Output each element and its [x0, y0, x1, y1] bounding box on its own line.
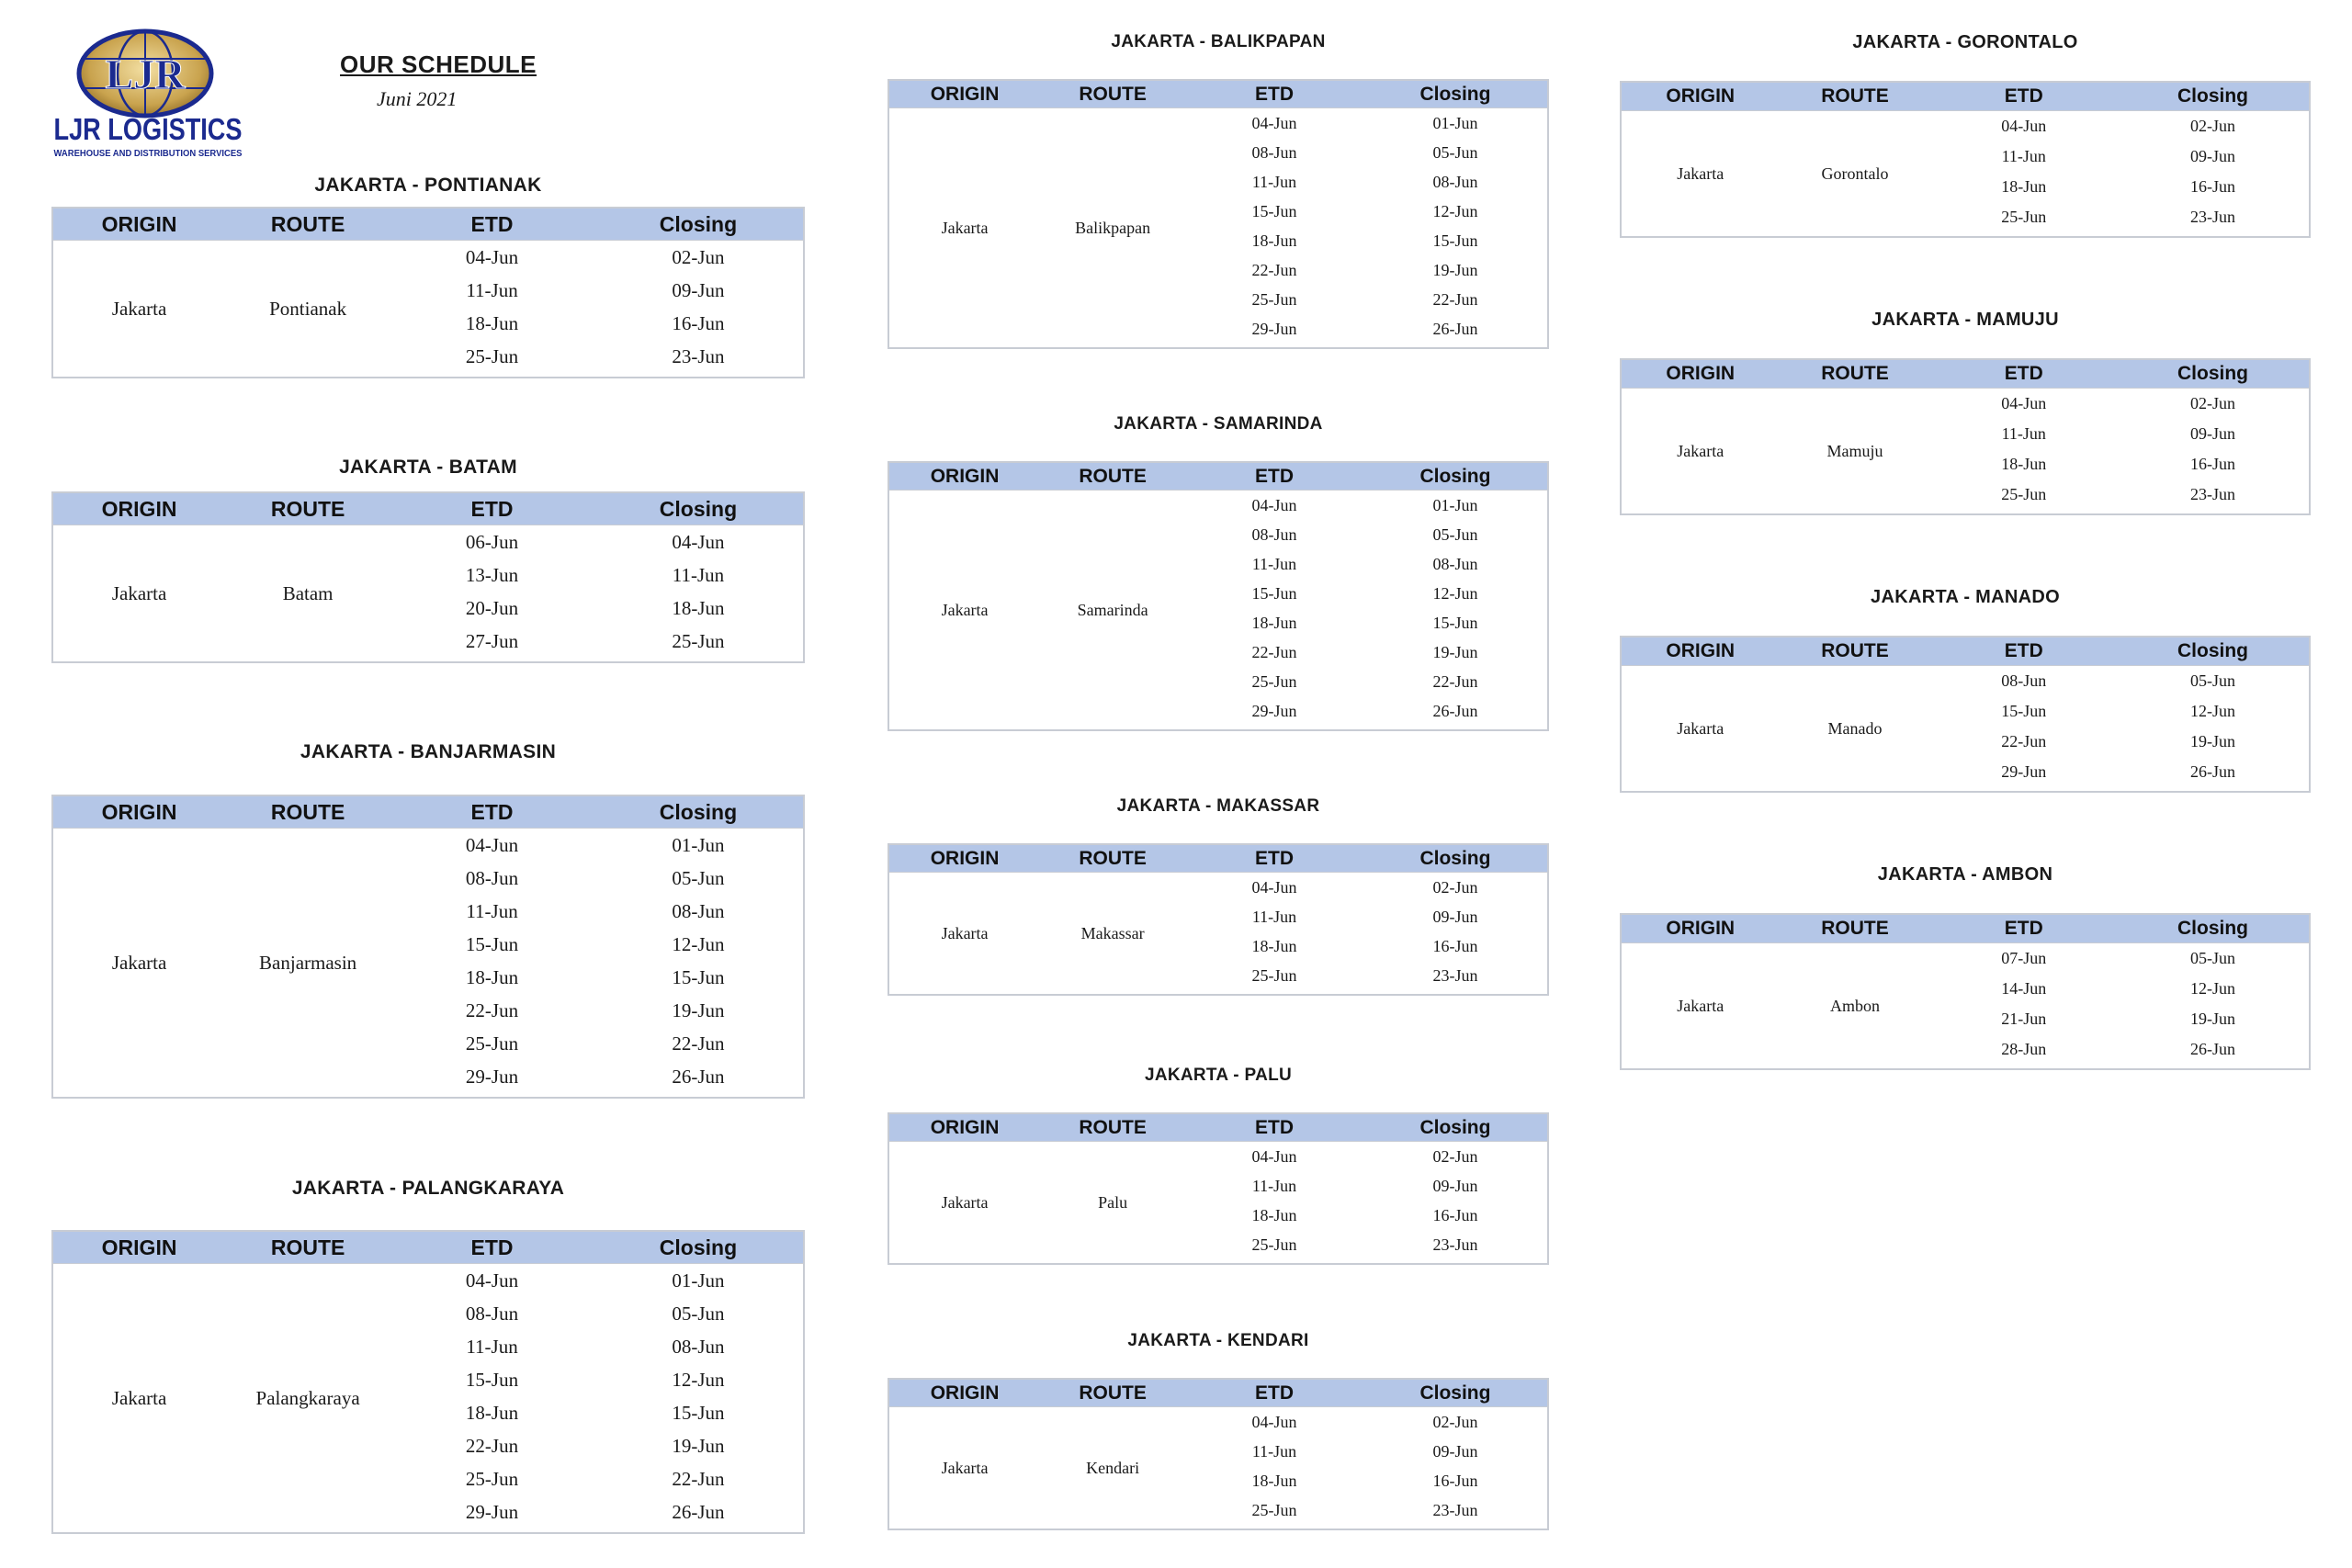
origin-cell: Jakarta	[111, 581, 167, 604]
etd-cell: 29-Jun	[465, 1065, 519, 1088]
etd-cell: 21-Jun	[2001, 1010, 2047, 1028]
column-header-closing: Closing	[1363, 1379, 1548, 1407]
table-row	[888, 1142, 1548, 1172]
etd-cell: 11-Jun	[466, 278, 518, 301]
closing-cell: 16-Jun	[1432, 936, 1478, 955]
schedule-title: JAKARTA - MAKASSAR	[1116, 796, 1320, 816]
closing-cell: 09-Jun	[1432, 1176, 1478, 1195]
etd-cell: 18-Jun	[1251, 1205, 1297, 1224]
etd-cell: 04-Jun	[1251, 1146, 1297, 1166]
closing-cell: 09-Jun	[1432, 1441, 1478, 1461]
table-row	[888, 491, 1548, 521]
column-header-etd: ETD	[1931, 82, 2118, 111]
origin-cell: Jakarta	[111, 297, 167, 320]
etd-cell: 29-Jun	[2001, 762, 2047, 781]
closing-cell: 08-Jun	[1432, 554, 1478, 573]
column-header-origin: ORIGIN	[888, 462, 1040, 491]
column-header-closing: Closing	[594, 492, 804, 525]
etd-cell: 04-Jun	[465, 245, 519, 268]
column-header-closing: Closing	[2117, 637, 2310, 666]
origin-cell: Jakarta	[1677, 164, 1724, 183]
etd-cell: 11-Jun	[1251, 172, 1297, 191]
etd-cell: 25-Jun	[1251, 1500, 1297, 1519]
closing-cell: 09-Jun	[2190, 424, 2235, 443]
closing-cell: 09-Jun	[672, 278, 725, 301]
etd-cell: 04-Jun	[465, 1269, 519, 1292]
etd-cell: 18-Jun	[2001, 455, 2047, 473]
etd-cell: 11-Jun	[466, 1335, 518, 1358]
etd-cell: 08-Jun	[2001, 671, 2047, 690]
etd-cell: 11-Jun	[1251, 1176, 1297, 1195]
closing-cell: 22-Jun	[672, 1467, 725, 1490]
route-cell: Mamuju	[1826, 441, 1883, 460]
schedule-table	[1620, 636, 2311, 793]
schedule-table	[888, 461, 1549, 731]
etd-cell: 25-Jun	[1251, 1235, 1297, 1254]
closing-cell: 26-Jun	[1432, 319, 1478, 338]
etd-cell: 29-Jun	[465, 1500, 519, 1523]
table-row	[52, 525, 804, 559]
closing-cell: 25-Jun	[672, 629, 725, 652]
table-row	[52, 1264, 804, 1298]
closing-cell: 12-Jun	[2190, 979, 2235, 998]
etd-cell: 18-Jun	[2001, 177, 2047, 196]
origin-cell: Jakarta	[111, 1386, 167, 1409]
column-header-closing: Closing	[1363, 1113, 1548, 1142]
column-header-route: ROUTE	[1040, 80, 1185, 108]
etd-cell: 20-Jun	[465, 596, 519, 619]
etd-cell: 11-Jun	[466, 899, 518, 922]
schedule-table	[888, 1112, 1549, 1265]
closing-cell: 09-Jun	[1432, 907, 1478, 926]
etd-cell: 18-Jun	[465, 1401, 519, 1424]
etd-cell: 22-Jun	[465, 998, 519, 1021]
closing-cell: 19-Jun	[2190, 732, 2235, 750]
table-row	[52, 829, 804, 863]
etd-cell: 15-Jun	[465, 932, 519, 955]
closing-cell: 23-Jun	[2190, 485, 2235, 503]
column-header-route: ROUTE	[1780, 82, 1931, 111]
etd-cell: 08-Jun	[465, 1302, 519, 1325]
etd-cell: 28-Jun	[2001, 1040, 2047, 1058]
route-cell: Pontianak	[269, 297, 347, 320]
closing-cell: 26-Jun	[672, 1500, 725, 1523]
closing-cell: 02-Jun	[2190, 394, 2235, 412]
etd-cell: 11-Jun	[2001, 424, 2046, 443]
etd-cell: 15-Jun	[465, 1368, 519, 1391]
etd-cell: 14-Jun	[2001, 979, 2047, 998]
etd-cell: 08-Jun	[465, 866, 519, 889]
column-header-etd: ETD	[1931, 359, 2118, 389]
closing-cell: 19-Jun	[672, 998, 725, 1021]
closing-cell: 02-Jun	[1432, 877, 1478, 897]
closing-cell: 11-Jun	[672, 563, 725, 586]
closing-cell: 01-Jun	[672, 833, 725, 856]
schedule-title: JAKARTA - BANJARMASIN	[300, 741, 557, 762]
origin-cell: Jakarta	[111, 951, 167, 974]
column-header-origin: ORIGIN	[1621, 637, 1780, 666]
origin-cell: Jakarta	[1677, 718, 1724, 738]
closing-cell: 26-Jun	[2190, 1040, 2235, 1058]
schedule-table	[1620, 358, 2311, 515]
schedule-title: JAKARTA - PONTIANAK	[314, 175, 542, 196]
table-row	[1621, 389, 2310, 420]
schedule-title: JAKARTA - GORONTALO	[1852, 32, 2078, 52]
origin-cell: Jakarta	[941, 1458, 989, 1477]
closing-cell: 23-Jun	[2190, 208, 2235, 226]
company-tagline: WAREHOUSE AND DISTRIBUTION SERVICES	[53, 149, 243, 159]
route-cell: Banjarmasin	[259, 951, 357, 974]
closing-cell: 04-Jun	[672, 530, 725, 553]
table-row	[1621, 666, 2310, 697]
closing-cell: 05-Jun	[2190, 671, 2235, 690]
column-header-etd: ETD	[1185, 1379, 1363, 1407]
column-header-closing: Closing	[2117, 359, 2310, 389]
company-name: LJR LOGISTICS	[53, 112, 243, 146]
etd-cell: 04-Jun	[1251, 495, 1297, 514]
etd-cell: 07-Jun	[2001, 949, 2047, 967]
schedule-table	[51, 207, 805, 378]
schedule-table	[1620, 913, 2311, 1070]
etd-cell: 18-Jun	[1251, 936, 1297, 955]
etd-cell: 11-Jun	[1251, 1441, 1297, 1461]
schedule-table	[51, 1230, 805, 1534]
column-header-route: ROUTE	[225, 795, 390, 829]
etd-cell: 18-Jun	[1251, 613, 1297, 632]
column-header-etd: ETD	[1931, 637, 2118, 666]
etd-cell: 25-Jun	[465, 344, 519, 367]
column-header-route: ROUTE	[1040, 1113, 1185, 1142]
page-title: OUR SCHEDULE	[340, 51, 537, 78]
etd-cell: 22-Jun	[1251, 642, 1297, 661]
schedule-title: JAKARTA - MANADO	[1871, 587, 2060, 607]
closing-cell: 26-Jun	[1432, 701, 1478, 720]
origin-cell: Jakarta	[941, 600, 989, 619]
route-cell: Samarinda	[1077, 600, 1148, 619]
column-header-closing: Closing	[1363, 844, 1548, 873]
etd-cell: 25-Jun	[2001, 485, 2047, 503]
schedule-title: JAKARTA - KENDARI	[1127, 1331, 1309, 1350]
etd-cell: 22-Jun	[1251, 260, 1297, 279]
closing-cell: 05-Jun	[672, 866, 725, 889]
column-header-route: ROUTE	[225, 208, 390, 241]
etd-cell: 22-Jun	[2001, 732, 2047, 750]
closing-cell: 15-Jun	[1432, 613, 1478, 632]
etd-cell: 18-Jun	[465, 311, 519, 334]
etd-cell: 08-Jun	[1251, 142, 1297, 162]
etd-cell: 18-Jun	[1251, 231, 1297, 250]
closing-cell: 26-Jun	[672, 1065, 725, 1088]
etd-cell: 25-Jun	[465, 1032, 519, 1055]
closing-cell: 23-Jun	[1432, 965, 1478, 985]
column-header-etd: ETD	[1185, 462, 1363, 491]
closing-cell: 01-Jun	[672, 1269, 725, 1292]
column-header-route: ROUTE	[1040, 462, 1185, 491]
closing-cell: 05-Jun	[1432, 142, 1478, 162]
schedule-table	[888, 843, 1549, 996]
schedule-table	[888, 79, 1549, 349]
table-row	[888, 873, 1548, 903]
schedule-title: JAKARTA - MAMUJU	[1871, 310, 2059, 330]
closing-cell: 22-Jun	[672, 1032, 725, 1055]
closing-cell: 02-Jun	[1432, 1412, 1478, 1431]
origin-cell: Jakarta	[1677, 996, 1724, 1015]
closing-cell: 02-Jun	[1432, 1146, 1478, 1166]
company-logo	[53, 28, 246, 165]
etd-cell: 25-Jun	[465, 1467, 519, 1490]
column-header-etd: ETD	[390, 492, 594, 525]
column-header-origin: ORIGIN	[888, 1113, 1040, 1142]
closing-cell: 05-Jun	[1432, 525, 1478, 544]
closing-cell: 18-Jun	[672, 596, 725, 619]
column-header-origin: ORIGIN	[1621, 359, 1780, 389]
column-header-etd: ETD	[390, 208, 594, 241]
schedule-title: JAKARTA - BALIKPAPAN	[1111, 32, 1326, 51]
closing-cell: 12-Jun	[2190, 702, 2235, 720]
closing-cell: 16-Jun	[1432, 1205, 1478, 1224]
closing-cell: 23-Jun	[1432, 1235, 1478, 1254]
column-header-origin: ORIGIN	[52, 492, 225, 525]
table-row	[1621, 943, 2310, 975]
route-cell: Manado	[1827, 718, 1883, 738]
closing-cell: 15-Jun	[672, 1401, 725, 1424]
column-header-etd: ETD	[390, 1231, 594, 1264]
schedule-table	[51, 491, 805, 663]
column-header-origin: ORIGIN	[52, 795, 225, 829]
column-header-route: ROUTE	[1040, 1379, 1185, 1407]
closing-cell: 22-Jun	[1432, 671, 1478, 691]
closing-cell: 08-Jun	[672, 1335, 725, 1358]
etd-cell: 29-Jun	[1251, 319, 1297, 338]
closing-cell: 16-Jun	[672, 311, 725, 334]
closing-cell: 19-Jun	[1432, 260, 1478, 279]
origin-cell: Jakarta	[1677, 441, 1724, 460]
schedule-title: JAKARTA - PALU	[1144, 1066, 1293, 1085]
route-cell: Makassar	[1080, 923, 1145, 942]
column-header-route: ROUTE	[1780, 914, 1931, 943]
closing-cell: 01-Jun	[1432, 495, 1478, 514]
column-header-route: ROUTE	[1040, 844, 1185, 873]
schedule-title: JAKARTA - AMBON	[1877, 864, 2053, 885]
etd-cell: 04-Jun	[2001, 117, 2047, 135]
schedule-month: Juni 2021	[377, 87, 458, 110]
closing-cell: 15-Jun	[1432, 231, 1478, 250]
etd-cell: 25-Jun	[1251, 965, 1297, 985]
table-row	[1621, 111, 2310, 142]
schedule-title: JAKARTA - PALANGKARAYA	[291, 1178, 565, 1199]
closing-cell: 23-Jun	[1432, 1500, 1478, 1519]
etd-cell: 22-Jun	[465, 1434, 519, 1457]
schedule-table	[51, 795, 805, 1099]
schedule-table	[888, 1378, 1549, 1530]
column-header-origin: ORIGIN	[888, 1379, 1040, 1407]
column-header-closing: Closing	[594, 795, 804, 829]
etd-cell: 08-Jun	[1251, 525, 1297, 544]
closing-cell: 16-Jun	[2190, 177, 2235, 196]
column-header-route: ROUTE	[225, 1231, 390, 1264]
closing-cell: 12-Jun	[672, 1368, 725, 1391]
etd-cell: 29-Jun	[1251, 701, 1297, 720]
closing-cell: 08-Jun	[672, 899, 725, 922]
etd-cell: 25-Jun	[1251, 671, 1297, 691]
table-row	[888, 108, 1548, 139]
route-cell: Gorontalo	[1821, 164, 1889, 183]
closing-cell: 26-Jun	[2190, 762, 2235, 781]
column-header-etd: ETD	[1185, 844, 1363, 873]
etd-cell: 25-Jun	[1251, 289, 1297, 309]
column-header-closing: Closing	[1363, 80, 1548, 108]
etd-cell: 11-Jun	[1251, 907, 1297, 926]
closing-cell: 08-Jun	[1432, 172, 1478, 191]
etd-cell: 25-Jun	[2001, 208, 2047, 226]
route-cell: Ambon	[1830, 996, 1880, 1015]
column-header-route: ROUTE	[1780, 637, 1931, 666]
table-row	[52, 241, 804, 275]
column-header-origin: ORIGIN	[1621, 82, 1780, 111]
column-header-etd: ETD	[1185, 1113, 1363, 1142]
column-header-etd: ETD	[1931, 914, 2118, 943]
table-row	[888, 1407, 1548, 1438]
etd-cell: 04-Jun	[1251, 877, 1297, 897]
closing-cell: 02-Jun	[2190, 117, 2235, 135]
etd-cell: 04-Jun	[1251, 1412, 1297, 1431]
route-cell: Palangkaraya	[255, 1386, 360, 1409]
closing-cell: 23-Jun	[672, 344, 725, 367]
column-header-origin: ORIGIN	[888, 80, 1040, 108]
column-header-origin: ORIGIN	[1621, 914, 1780, 943]
etd-cell: 18-Jun	[1251, 1471, 1297, 1490]
column-header-closing: Closing	[2117, 914, 2310, 943]
origin-cell: Jakarta	[941, 1192, 989, 1212]
route-cell: Palu	[1098, 1192, 1128, 1212]
etd-cell: 18-Jun	[465, 965, 519, 988]
origin-cell: Jakarta	[941, 218, 989, 237]
etd-cell: 15-Jun	[1251, 583, 1297, 603]
logo-letters: LJR	[105, 51, 186, 97]
column-header-closing: Closing	[594, 208, 804, 241]
etd-cell: 27-Jun	[465, 629, 519, 652]
closing-cell: 05-Jun	[2190, 949, 2235, 967]
column-header-route: ROUTE	[225, 492, 390, 525]
etd-cell: 15-Jun	[1251, 201, 1297, 220]
schedule-title: JAKARTA - SAMARINDA	[1114, 414, 1323, 434]
etd-cell: 11-Jun	[1251, 554, 1297, 573]
closing-cell: 12-Jun	[1432, 201, 1478, 220]
etd-cell: 04-Jun	[465, 833, 519, 856]
closing-cell: 12-Jun	[1432, 583, 1478, 603]
route-cell: Balikpapan	[1075, 218, 1151, 237]
schedule-title: JAKARTA - BATAM	[339, 457, 517, 478]
closing-cell: 19-Jun	[1432, 642, 1478, 661]
closing-cell: 15-Jun	[672, 965, 725, 988]
closing-cell: 12-Jun	[672, 932, 725, 955]
closing-cell: 02-Jun	[672, 245, 725, 268]
column-header-origin: ORIGIN	[52, 208, 225, 241]
origin-cell: Jakarta	[941, 923, 989, 942]
closing-cell: 19-Jun	[2190, 1010, 2235, 1028]
column-header-etd: ETD	[1185, 80, 1363, 108]
column-header-origin: ORIGIN	[52, 1231, 225, 1264]
closing-cell: 09-Jun	[2190, 147, 2235, 165]
column-header-route: ROUTE	[1780, 359, 1931, 389]
etd-cell: 15-Jun	[2001, 702, 2047, 720]
etd-cell: 04-Jun	[1251, 113, 1297, 132]
column-header-etd: ETD	[390, 795, 594, 829]
etd-cell: 06-Jun	[465, 530, 519, 553]
etd-cell: 13-Jun	[465, 563, 519, 586]
route-cell: Batam	[282, 581, 334, 604]
column-header-closing: Closing	[1363, 462, 1548, 491]
closing-cell: 16-Jun	[1432, 1471, 1478, 1490]
column-header-closing: Closing	[594, 1231, 804, 1264]
route-cell: Kendari	[1086, 1458, 1140, 1477]
closing-cell: 05-Jun	[672, 1302, 725, 1325]
etd-cell: 11-Jun	[2001, 147, 2046, 165]
closing-cell: 01-Jun	[1432, 113, 1478, 132]
schedule-table	[1620, 81, 2311, 238]
column-header-origin: ORIGIN	[888, 844, 1040, 873]
closing-cell: 16-Jun	[2190, 455, 2235, 473]
closing-cell: 19-Jun	[672, 1434, 725, 1457]
closing-cell: 22-Jun	[1432, 289, 1478, 309]
etd-cell: 04-Jun	[2001, 394, 2047, 412]
column-header-closing: Closing	[2117, 82, 2310, 111]
